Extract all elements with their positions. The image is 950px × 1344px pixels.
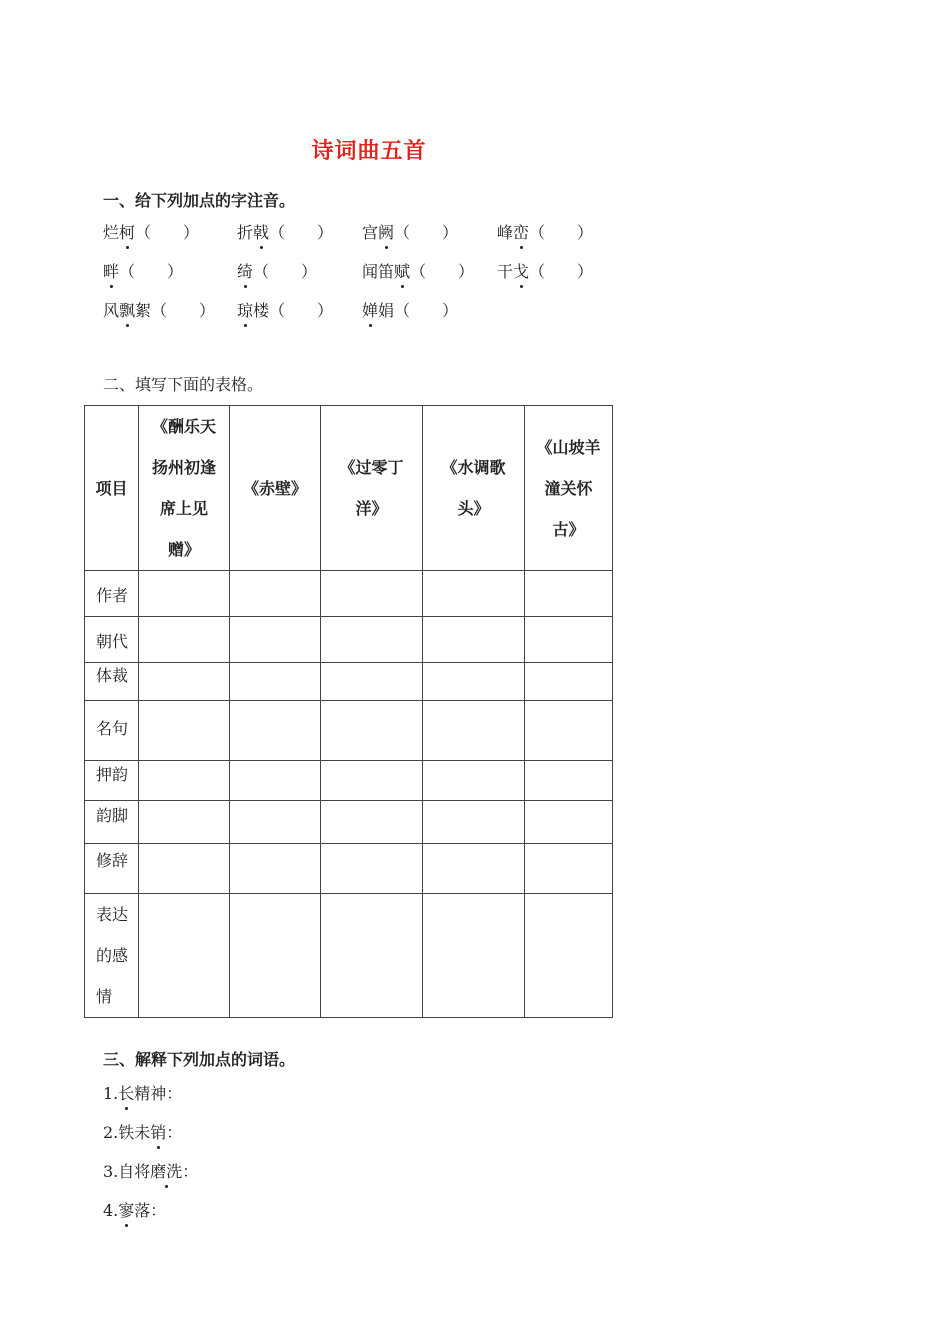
answer-cell[interactable] <box>321 571 423 617</box>
dotted-word: 销 <box>150 1120 166 1143</box>
item-post: 楼（ ） <box>253 301 334 320</box>
poem-header <box>525 406 613 571</box>
answer-cell[interactable] <box>230 663 321 701</box>
header-line: 《水调歌 <box>441 458 506 477</box>
table-row <box>85 894 613 1018</box>
dotted-char: 戈 <box>513 259 529 282</box>
item-post: （ ） <box>119 262 184 281</box>
row-label: 修辞 <box>85 844 139 894</box>
definition-item <box>103 1198 166 1221</box>
section3-heading: 三、解释下列加点的词语。 <box>103 1050 296 1069</box>
answer-cell[interactable] <box>525 617 613 663</box>
pinyin-item <box>237 259 317 282</box>
answer-cell[interactable] <box>230 761 321 801</box>
pinyin-item <box>237 298 333 321</box>
item-post: （ ） <box>410 262 475 281</box>
pinyin-item <box>237 220 333 243</box>
answer-cell[interactable] <box>139 761 230 801</box>
header-line: 头》 <box>457 499 490 518</box>
answer-cell[interactable] <box>321 663 423 701</box>
item-pre: 自将 <box>118 1162 151 1181</box>
item-post: （ ） <box>269 223 334 242</box>
header-line: 《赤壁》 <box>242 478 307 498</box>
table-row <box>85 571 613 617</box>
pinyin-item <box>362 298 458 321</box>
answer-cell[interactable] <box>423 801 525 844</box>
item-post: 娟（ ） <box>378 301 459 320</box>
answer-cell[interactable] <box>321 844 423 894</box>
poem-header <box>139 406 230 571</box>
answer-cell[interactable] <box>230 801 321 844</box>
item-number: 3. <box>103 1162 119 1181</box>
row-label: 韵脚 <box>85 801 139 844</box>
label-line: 表达 <box>96 905 129 924</box>
header-line: 《过零丁 <box>339 458 404 477</box>
item-pre: 干 <box>497 262 514 281</box>
answer-cell[interactable] <box>139 617 230 663</box>
answer-cell[interactable] <box>230 701 321 761</box>
definition-item <box>103 1081 182 1104</box>
poem-header <box>423 406 525 571</box>
label-line: 的感 <box>96 946 129 965</box>
table-row <box>85 761 613 801</box>
dotted-word: 磨洗 <box>150 1159 182 1182</box>
page-title: 诗词曲五首 <box>311 139 427 164</box>
answer-cell[interactable] <box>139 894 230 1018</box>
answer-cell[interactable] <box>321 701 423 761</box>
header-line: 洋》 <box>355 499 388 518</box>
row-label: 朝代 <box>85 617 139 663</box>
item-pre: 铁未 <box>118 1123 151 1142</box>
item-post: （ ） <box>253 262 318 281</box>
pinyin-item <box>497 259 593 282</box>
answer-cell[interactable] <box>525 801 613 844</box>
item-pre: 闻笛 <box>362 262 395 281</box>
item-post: 落： <box>134 1201 167 1220</box>
item-number: 1. <box>103 1084 119 1103</box>
item-post: ： <box>182 1162 199 1181</box>
label-line: 情 <box>96 987 113 1006</box>
answer-cell[interactable] <box>525 844 613 894</box>
table-row <box>85 617 613 663</box>
header-line: 潼关怀 <box>544 478 593 498</box>
answer-cell[interactable] <box>423 844 525 894</box>
answer-cell[interactable] <box>230 571 321 617</box>
header-label-cell <box>85 406 139 571</box>
row-label <box>85 894 139 1018</box>
table-row <box>85 801 613 844</box>
item-pre: 宫 <box>362 223 379 242</box>
answer-cell[interactable] <box>525 663 613 701</box>
definition-item <box>103 1120 182 1143</box>
answer-cell[interactable] <box>321 761 423 801</box>
dotted-char: 柯 <box>119 220 135 243</box>
dotted-char: 飘 <box>119 298 135 321</box>
row-label: 作者 <box>85 571 139 617</box>
item-pre: 烂 <box>103 223 120 242</box>
row-label: 名句 <box>85 701 139 761</box>
dotted-char: 赋 <box>394 259 410 282</box>
answer-cell[interactable] <box>525 571 613 617</box>
section1-heading: 一、给下列加点的字注音。 <box>103 191 296 210</box>
item-post: 絮（ ） <box>135 301 216 320</box>
answer-cell[interactable] <box>525 894 613 1018</box>
dotted-char: 婵 <box>362 298 378 321</box>
dotted-char: 戟 <box>253 220 269 243</box>
dotted-char: 畔 <box>103 259 119 282</box>
definition-item <box>103 1159 198 1182</box>
pinyin-item <box>362 259 474 282</box>
dotted-word: 寥 <box>118 1198 134 1221</box>
answer-cell[interactable] <box>423 894 525 1018</box>
answer-cell[interactable] <box>139 701 230 761</box>
answer-cell[interactable] <box>525 701 613 761</box>
pinyin-item <box>103 298 215 321</box>
item-number: 2. <box>103 1123 119 1142</box>
dotted-char: 绮 <box>237 259 253 282</box>
answer-cell[interactable] <box>321 894 423 1018</box>
table-row <box>85 844 613 894</box>
pinyin-item <box>362 220 458 243</box>
dotted-char: 峦 <box>513 220 529 243</box>
answer-cell[interactable] <box>230 617 321 663</box>
poem-table <box>84 405 613 1018</box>
answer-cell[interactable] <box>423 663 525 701</box>
poem-header <box>321 406 423 571</box>
poem-header <box>230 406 321 571</box>
dotted-char: 阙 <box>378 220 394 243</box>
header-line: 赠》 <box>167 540 200 559</box>
answer-cell[interactable] <box>139 801 230 844</box>
table-row <box>85 701 613 761</box>
answer-cell[interactable] <box>423 571 525 617</box>
answer-cell[interactable] <box>423 617 525 663</box>
item-post: （ ） <box>529 223 594 242</box>
item-post: ： <box>166 1123 183 1142</box>
section2-heading: 二、填写下面的表格。 <box>103 375 264 394</box>
dotted-word: 长 <box>118 1081 134 1104</box>
item-post: 精神： <box>134 1084 183 1103</box>
answer-cell[interactable] <box>139 844 230 894</box>
pinyin-item <box>103 259 183 282</box>
answer-cell[interactable] <box>139 663 230 701</box>
header-line: 席上见 <box>159 499 208 518</box>
item-post: （ ） <box>529 262 594 281</box>
item-post: （ ） <box>135 223 200 242</box>
row-label: 押韵 <box>85 761 139 801</box>
item-pre: 风 <box>103 301 120 320</box>
answer-cell[interactable] <box>423 701 525 761</box>
item-pre: 折 <box>237 223 254 242</box>
header-line: 《酬乐天 <box>151 417 216 436</box>
answer-cell[interactable] <box>423 761 525 801</box>
table-header-row <box>85 406 613 571</box>
header-line: 扬州初逢 <box>151 458 216 477</box>
row-label: 体裁 <box>85 663 139 701</box>
header-label: 项目 <box>95 478 128 498</box>
answer-cell[interactable] <box>321 617 423 663</box>
pinyin-item <box>497 220 593 243</box>
answer-cell[interactable] <box>230 894 321 1018</box>
answer-cell[interactable] <box>230 844 321 894</box>
dotted-char: 琼 <box>237 298 253 321</box>
header-line: 《山坡羊 <box>536 437 601 457</box>
header-line: 古》 <box>552 519 585 539</box>
item-post: （ ） <box>394 223 459 242</box>
item-pre: 峰 <box>497 223 514 242</box>
answer-cell[interactable] <box>321 801 423 844</box>
item-number: 4. <box>103 1201 119 1220</box>
pinyin-item <box>103 220 199 243</box>
answer-cell[interactable] <box>139 571 230 617</box>
answer-cell[interactable] <box>525 761 613 801</box>
table-row <box>85 663 613 701</box>
